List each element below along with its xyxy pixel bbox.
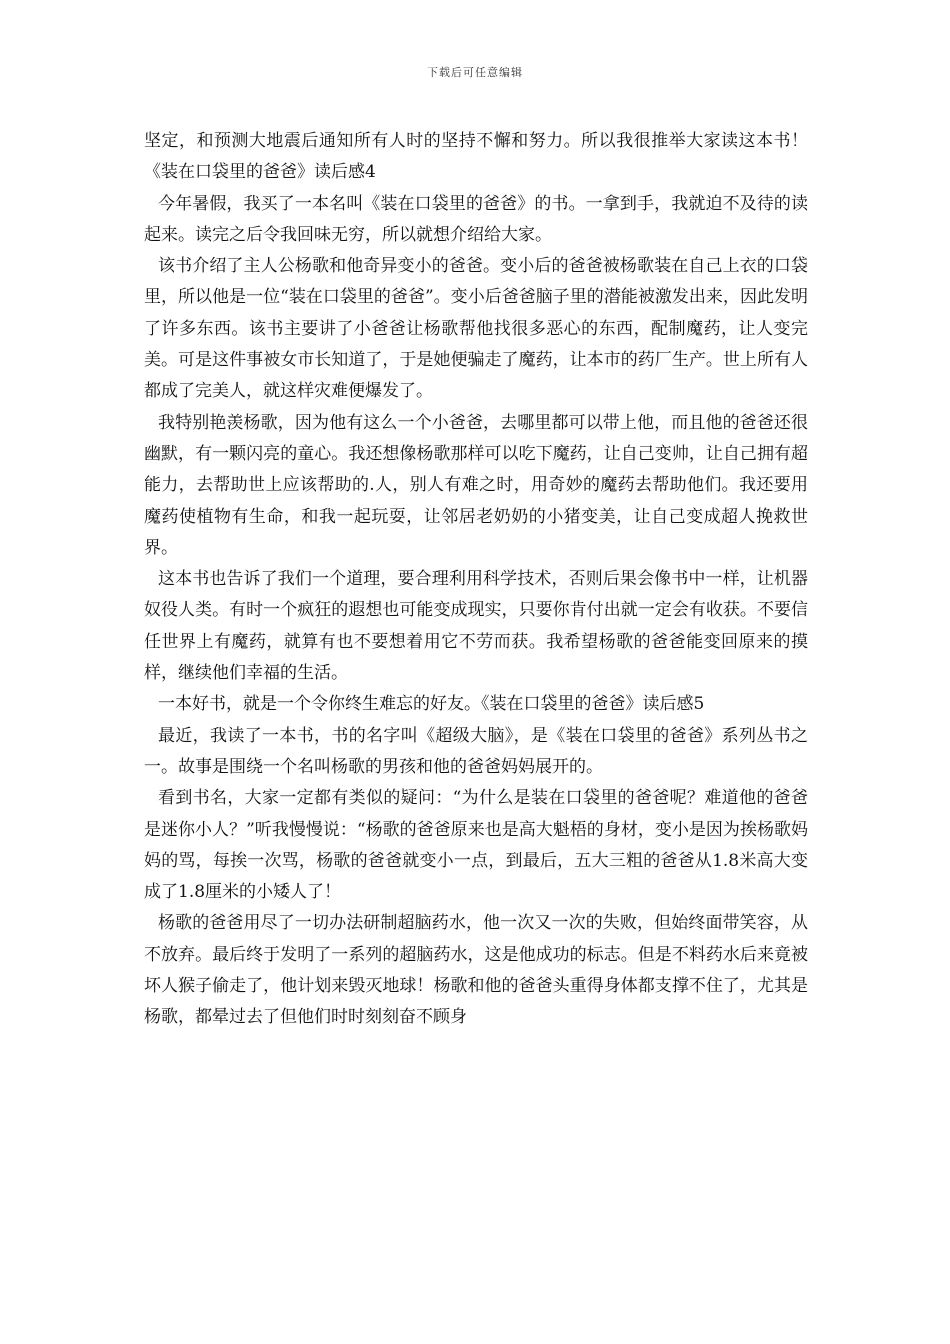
paragraph-6: 一本好书，就是一个令你终生难忘的好友。《装在口袋里的爸爸》读后感5 — [158, 694, 705, 715]
paragraph-2: 今年暑假，我买了一本名叫《装在口袋里的爸爸》的书。一拿到手，我就迫不及待的读起来。读完之后令我回味无穷，所以就想介绍给大家。 — [144, 193, 808, 245]
paragraph-9: 杨歌的爸爸用尽了一切办法研制超脑药水，他一次又一次的失败，但始终面带笑容，从不放弃。最后终于发明了一系列的超脑药水，这是他成功的标志。但是不料药水后来竟被坏人猴子偷走了，他计划来毁灭地球！杨歌和他的爸爸头重得身体都支撑不住了，尤其是杨歌，都晕过去了但他们时时刻刻奋不顾身 — [144, 913, 808, 1028]
paragraph-7: 最近，我读了一本书，书的名字叫《超级大脑》，是《装在口袋里的爸爸》系列丛书之一。故事是围绕一个名叫杨歌的男孩和他的爸爸妈妈展开的。 — [144, 725, 808, 777]
document-body — [144, 126, 808, 1034]
paragraph-1: 坚定，和预测大地震后通知所有人时的坚持不懈和努力。所以我很推举大家读这本书！《装在口袋里的爸爸》读后感4 — [144, 131, 808, 183]
paragraph-4: 我特别艳羡杨歌，因为他有这么一个小爸爸，去哪里都可以带上他，而且他的爸爸还很幽默，有一颗闪亮的童心。我还想像杨歌那样可以吃下魔药，让自己变帅，让自己拥有超能力，去帮助世上应该帮助的.人，别人有难之时，用奇妙的魔药去帮助他们。我还要用魔药使植物有生命，和我一起玩耍，让邻居老奶奶的小猪变美，让自己变成超人挽救世界。 — [144, 412, 808, 558]
paragraph-8: 看到书名，大家一定都有类似的疑问：“为什么是装在口袋里的爸爸呢？难道他的爸爸是迷你小人？”听我慢慢说：“杨歌的爸爸原来也是高大魁梧的身材，变小是因为挨杨歌妈妈的骂，每挨一次骂，杨歌的爸爸就变小一点，到最后，五大三粗的爸爸从1.8米高大变成了1.8厘米的小矮人了！ — [144, 788, 808, 903]
paragraph-5: 这本书也告诉了我们一个道理，要合理利用科学技术，否则后果会像书中一样，让机器奴役人类。有时一个疯狂的遐想也可能变成现实，只要你肯付出就一定会有收获。不要信任世界上有魔药，就算有也不要想着用它不劳而获。我希望杨歌的爸爸能变回原来的摸样，继续他们幸福的生活。 — [144, 569, 808, 684]
page-header: 下载后可任意编辑 — [427, 66, 523, 79]
paragraph-3: 该书介绍了主人公杨歌和他奇异变小的爸爸。变小后的爸爸被杨歌装在自己上衣的口袋里，所以他是一位“装在口袋里的爸爸”。变小后爸爸脑子里的潜能被激发出来，因此发明了许多东西。该书主要讲了小爸爸让杨歌帮他找很多恶心的东西，配制魔药，让人变完美。可是这件事被女市长知道了，于是她便骗走了魔药，让本市的药厂生产。世上所有人都成了完美人，就这样灾难便爆发了。 — [144, 256, 808, 402]
